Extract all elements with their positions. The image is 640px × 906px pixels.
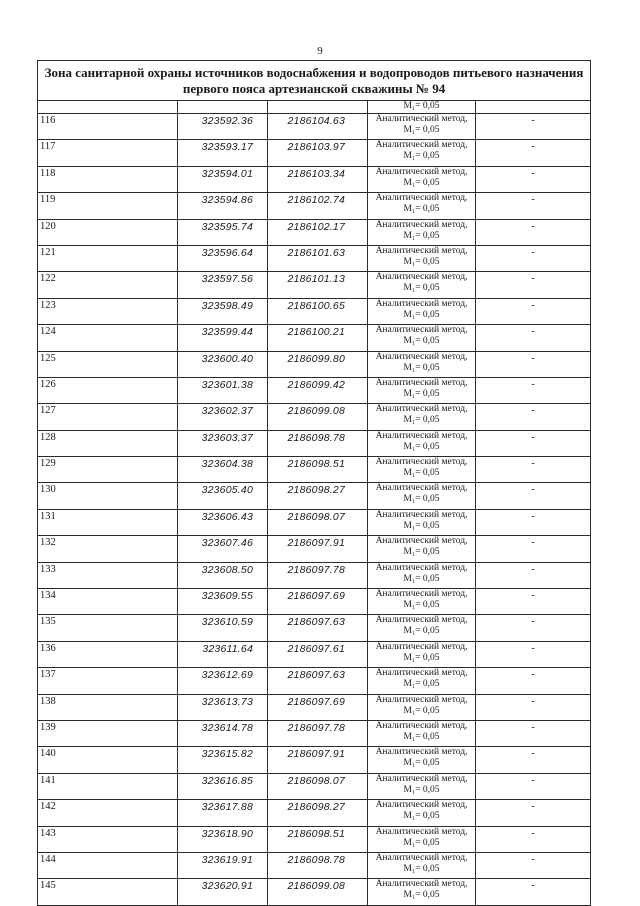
page-number: 9 [317,45,323,57]
y-coordinate-cell: 2186097.69 [268,589,368,615]
description-cell: - [476,193,591,219]
method-cell [368,193,476,219]
point-number-cell: 123 [38,298,178,324]
x-coordinate-cell: 323611.64 [178,641,268,667]
method-cell [368,879,476,905]
description-cell: - [476,536,591,562]
point-number-cell: 130 [38,483,178,509]
method-cell [368,325,476,351]
description-cell: - [476,720,591,746]
table-row [38,404,591,430]
y-coordinate-cell: 2186097.78 [268,720,368,746]
method-cell [368,641,476,667]
table-row [38,430,591,456]
table-row [38,879,591,905]
method-accuracy: М₁= 0,05 [403,731,440,742]
method-accuracy: М₁= 0,05 [403,177,440,188]
point-number-cell: 128 [38,430,178,456]
description-cell: - [476,826,591,852]
table-row [38,615,591,641]
point-number-cell: 120 [38,219,178,245]
description-cell: - [476,245,591,271]
table-row [38,351,591,377]
y-coordinate-cell: 2186099.42 [268,377,368,403]
table-row [38,272,591,298]
table-row [38,193,591,219]
x-coordinate-cell: 323617.88 [178,800,268,826]
method-cell [368,747,476,773]
method-accuracy: М₁= 0,05 [403,811,440,822]
description-cell: - [476,852,591,878]
x-coordinate-cell: 323594.86 [178,193,268,219]
y-coordinate-cell: 2186103.34 [268,166,368,192]
y-coordinate-cell: 2186098.07 [268,773,368,799]
x-coordinate-cell: 323609.55 [178,589,268,615]
method-accuracy: М₁= 0,05 [403,283,440,294]
method-accuracy: М₁= 0,05 [403,573,440,584]
point-number-cell: 131 [38,509,178,535]
method-cell [368,377,476,403]
method-cell [368,166,476,192]
method-accuracy: М₁= 0,05 [403,890,440,901]
table-row [38,694,591,720]
point-number-cell: 116 [38,114,178,140]
method-cell [368,615,476,641]
coordinates-table [37,60,591,906]
method-cell [368,404,476,430]
method-cell [368,589,476,615]
y-coordinate-cell: 2186098.78 [268,430,368,456]
point-number-cell: 144 [38,852,178,878]
method-accuracy: М₁= 0,05 [403,388,440,399]
description-cell: - [476,140,591,166]
point-number-cell: 137 [38,668,178,694]
description-cell: - [476,509,591,535]
x-coordinate-cell: 323620.91 [178,879,268,905]
table-row [38,377,591,403]
description-cell: - [476,879,591,905]
method-accuracy: М₁= 0,05 [403,705,440,716]
table-row [38,852,591,878]
x-coordinate-cell: 323618.90 [178,826,268,852]
method-accuracy: М₁= 0,05 [403,494,440,505]
description-cell: - [476,219,591,245]
method-accuracy: М₁= 0,05 [403,230,440,241]
point-number-cell: 142 [38,800,178,826]
method-name: Аналитический метод, [375,589,468,600]
method-accuracy: М₁= 0,05 [403,600,440,611]
method-name: Аналитический метод, [375,773,468,784]
method-name: Аналитический метод, [375,641,468,652]
description-cell: - [476,589,591,615]
x-coordinate-cell: 323606.43 [178,509,268,535]
method-name: Аналитический метод, [375,457,468,468]
y-coordinate-cell [268,101,368,114]
point-number-cell: 122 [38,272,178,298]
y-coordinate-cell: 2186098.07 [268,509,368,535]
method-name: Аналитический метод, [375,694,468,705]
point-number-cell: 129 [38,457,178,483]
description-cell: - [476,562,591,588]
method-cell [368,668,476,694]
x-coordinate-cell: 323605.40 [178,483,268,509]
x-coordinate-cell: 323608.50 [178,562,268,588]
point-number-cell: 135 [38,615,178,641]
method-accuracy: М₁= 0,05 [403,837,440,848]
y-coordinate-cell: 2186098.51 [268,826,368,852]
method-accuracy: М₁= 0,05 [403,362,440,373]
description-cell: - [476,430,591,456]
table-row [38,325,591,351]
method-name: Аналитический метод, [375,140,468,151]
description-cell: - [476,483,591,509]
method-name: Аналитический метод, [375,377,468,388]
x-coordinate-cell: 323594.01 [178,166,268,192]
description-cell: - [476,615,591,641]
table-row [38,245,591,271]
y-coordinate-cell: 2186103.97 [268,140,368,166]
method-cell [368,483,476,509]
point-number-cell: 141 [38,773,178,799]
description-cell: - [476,800,591,826]
description-cell: - [476,272,591,298]
point-number-cell: 121 [38,245,178,271]
method-cell: М₁= 0,05 [368,101,476,114]
point-number-cell: 145 [38,879,178,905]
method-accuracy: М₁= 0,05 [403,125,440,135]
point-number-cell: 134 [38,589,178,615]
method-name: Аналитический метод, [375,430,468,441]
y-coordinate-cell: 2186097.78 [268,562,368,588]
description-cell: - [476,773,591,799]
point-number-cell: 132 [38,536,178,562]
method-cell [368,457,476,483]
method-accuracy: М₁= 0,05 [403,547,440,558]
x-coordinate-cell: 323596.64 [178,245,268,271]
method-accuracy: М₁= 0,05 [403,758,440,769]
point-number-cell: 127 [38,404,178,430]
table-title-line-1: Зона санитарной охраны источников водоснабжения и водопроводов питьевого назначения [44,65,584,80]
method-cell [368,140,476,166]
x-coordinate-cell: 323604.38 [178,457,268,483]
description-cell: - [476,351,591,377]
table-row [38,668,591,694]
x-coordinate-cell: 323603.37 [178,430,268,456]
method-accuracy: М₁= 0,05 [403,468,440,479]
method-name: Аналитический метод, [375,114,468,124]
x-coordinate-cell: 323602.37 [178,404,268,430]
x-coordinate-cell [178,101,268,114]
point-number-cell: 138 [38,694,178,720]
method-name: Аналитический метод, [375,747,468,758]
table-title-line-2: первого пояса артезианской скважины № 94 [182,81,446,96]
description-cell: - [476,325,591,351]
method-cell [368,298,476,324]
method-cell [368,800,476,826]
method-name: Аналитический метод, [375,852,468,863]
y-coordinate-cell: 2186100.21 [268,325,368,351]
y-coordinate-cell: 2186098.27 [268,483,368,509]
x-coordinate-cell: 323612.69 [178,668,268,694]
method-cell [368,562,476,588]
point-number-cell: 117 [38,140,178,166]
method-accuracy: М₁= 0,05 [403,784,440,795]
x-coordinate-cell: 323614.78 [178,720,268,746]
description-cell: - [476,166,591,192]
point-number-cell: 126 [38,377,178,403]
method-accuracy: М₁= 0,05 [403,679,440,690]
table-row [38,483,591,509]
method-accuracy: М₁= 0,05 [403,441,440,452]
table-row [38,114,591,140]
method-cell [368,720,476,746]
table-title [38,61,591,101]
method-name: Аналитический метод, [375,668,468,679]
table-row [38,298,591,324]
x-coordinate-cell: 323599.44 [178,325,268,351]
x-coordinate-cell: 323607.46 [178,536,268,562]
point-number-cell: 139 [38,720,178,746]
y-coordinate-cell: 2186098.78 [268,852,368,878]
method-accuracy: М₁= 0,05 [403,520,440,531]
table-row [38,641,591,667]
y-coordinate-cell: 2186097.61 [268,641,368,667]
table-row [38,509,591,535]
point-number-cell: 119 [38,193,178,219]
y-coordinate-cell: 2186097.63 [268,668,368,694]
table-row [38,140,591,166]
x-coordinate-cell: 323613.73 [178,694,268,720]
description-cell: - [476,404,591,430]
method-name: Аналитический метод, [375,166,468,177]
method-cell [368,694,476,720]
table-row [38,562,591,588]
method-name: Аналитический метод, [375,219,468,230]
method-accuracy: М₁= 0,05 [403,415,440,426]
x-coordinate-cell: 323597.56 [178,272,268,298]
y-coordinate-cell: 2186100.65 [268,298,368,324]
table-row [38,720,591,746]
table-row [38,536,591,562]
x-coordinate-cell: 323619.91 [178,852,268,878]
point-number-cell: 133 [38,562,178,588]
method-cell [368,509,476,535]
point-number-cell: 136 [38,641,178,667]
method-name: Аналитический метод, [375,325,468,336]
point-number-cell: 125 [38,351,178,377]
method-accuracy: М₁= 0,05 [403,863,440,874]
description-cell: - [476,668,591,694]
table-row [38,773,591,799]
y-coordinate-cell: 2186099.08 [268,879,368,905]
method-name: Аналитический метод, [375,800,468,811]
method-accuracy: М₁= 0,05 [403,626,440,637]
description-cell: - [476,694,591,720]
y-coordinate-cell: 2186102.74 [268,193,368,219]
x-coordinate-cell: 323595.74 [178,219,268,245]
x-coordinate-cell: 323610.59 [178,615,268,641]
method-accuracy: М₁= 0,05 [403,151,440,162]
description-cell: - [476,298,591,324]
method-cell [368,219,476,245]
method-accuracy: М₁= 0,05 [403,336,440,347]
y-coordinate-cell: 2186102.17 [268,219,368,245]
y-coordinate-cell: 2186098.27 [268,800,368,826]
x-coordinate-cell: 323616.85 [178,773,268,799]
point-number-cell [38,101,178,114]
y-coordinate-cell: 2186099.08 [268,404,368,430]
method-cell [368,430,476,456]
x-coordinate-cell: 323592.36 [178,114,268,140]
table-row [38,826,591,852]
method-name: Аналитический метод, [375,826,468,837]
y-coordinate-cell: 2186101.13 [268,272,368,298]
description-cell: - [476,747,591,773]
table-row-continuation [38,101,591,114]
description-cell [476,101,591,114]
method-name: Аналитический метод, [375,298,468,309]
method-name: Аналитический метод, [375,509,468,520]
description-cell: - [476,114,591,140]
y-coordinate-cell: 2186104.63 [268,114,368,140]
x-coordinate-cell: 323593.17 [178,140,268,166]
point-number-cell: 118 [38,166,178,192]
y-coordinate-cell: 2186101.63 [268,245,368,271]
description-cell: - [476,641,591,667]
table-row [38,747,591,773]
method-name: Аналитический метод, [375,615,468,626]
method-cell [368,852,476,878]
point-number-cell: 140 [38,747,178,773]
method-name: Аналитический метод, [375,536,468,547]
method-name: Аналитический метод, [375,562,468,573]
method-accuracy: М₁= 0,05 [403,652,440,663]
method-name: Аналитический метод, [375,879,468,890]
point-number-cell: 124 [38,325,178,351]
method-cell [368,245,476,271]
x-coordinate-cell: 323615.82 [178,747,268,773]
method-cell [368,351,476,377]
y-coordinate-cell: 2186097.91 [268,747,368,773]
method-name: Аналитический метод, [375,245,468,256]
table-row [38,589,591,615]
table-row [38,219,591,245]
method-name: Аналитический метод, [375,272,468,283]
method-cell [368,536,476,562]
method-cell [368,826,476,852]
y-coordinate-cell: 2186097.69 [268,694,368,720]
method-cell [368,114,476,140]
method-name: Аналитический метод, [375,404,468,415]
description-cell: - [476,377,591,403]
table-row [38,457,591,483]
method-accuracy: М₁= 0,05 [403,204,440,215]
table-row [38,800,591,826]
y-coordinate-cell: 2186097.63 [268,615,368,641]
method-cell [368,272,476,298]
method-name: Аналитический метод, [375,483,468,494]
y-coordinate-cell: 2186098.51 [268,457,368,483]
x-coordinate-cell: 323598.49 [178,298,268,324]
description-cell: - [476,457,591,483]
method-accuracy: М₁= 0,05 [403,309,440,320]
method-cell [368,773,476,799]
y-coordinate-cell: 2186099.80 [268,351,368,377]
method-name: Аналитический метод, [375,720,468,731]
method-name: Аналитический метод, [375,351,468,362]
method-accuracy: М₁= 0,05 [403,256,440,267]
table-row [38,166,591,192]
y-coordinate-cell: 2186097.91 [268,536,368,562]
method-name: Аналитический метод, [375,193,468,204]
point-number-cell: 143 [38,826,178,852]
x-coordinate-cell: 323600.40 [178,351,268,377]
x-coordinate-cell: 323601.38 [178,377,268,403]
